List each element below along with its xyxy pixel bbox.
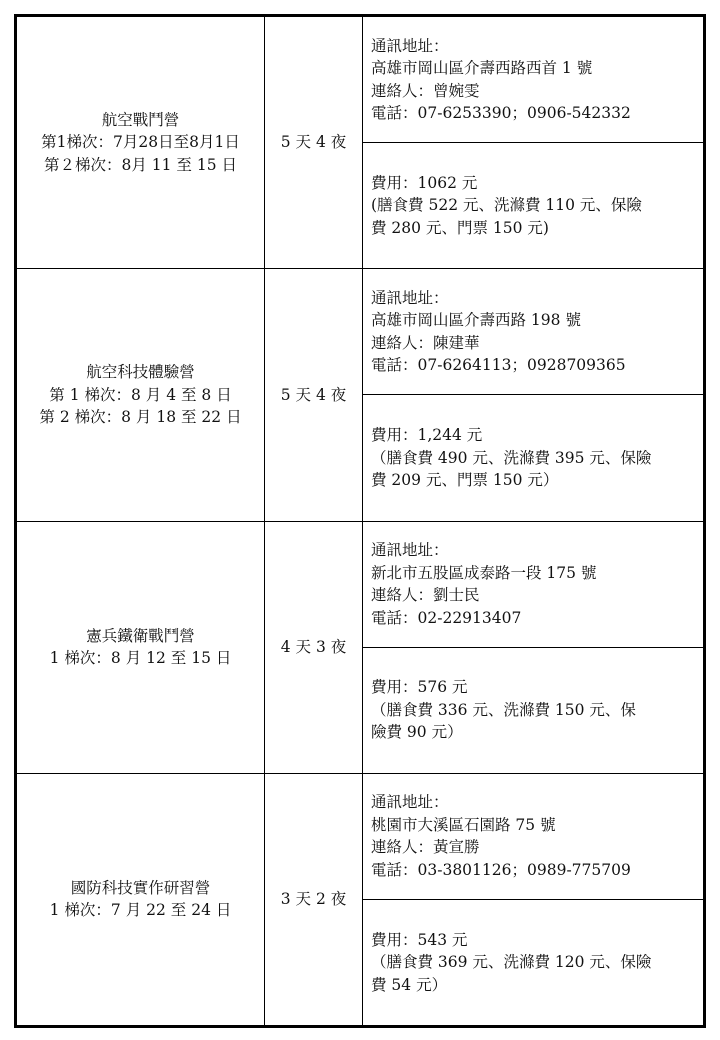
contact-phone: 電話：02-22913407 xyxy=(371,608,522,627)
address-label: 通訊地址： xyxy=(371,36,449,55)
contact-person: 連絡人：黃宣勝 xyxy=(371,838,480,857)
contact-cell xyxy=(363,773,704,899)
camp-batch: 第 2 梯次：8 月 18 至 22 日 xyxy=(39,408,242,427)
camp-batch: 第 1 梯次：8 月 4 至 8 日 xyxy=(49,385,232,404)
fee-cell xyxy=(363,143,704,269)
fee-detail: (膳食費 522 元、洗滌費 110 元、保險 xyxy=(371,196,642,215)
fee-detail: （膳食費 336 元、洗滌費 150 元、保 xyxy=(371,700,636,719)
fee-cell xyxy=(363,395,704,521)
contact-phone: 電話：03-3801126；0989-775709 xyxy=(371,860,631,879)
contact-person: 連絡人：劉士民 xyxy=(371,586,480,605)
address: 高雄市岡山區介壽西路西首 1 號 xyxy=(371,59,593,78)
address: 高雄市岡山區介壽西路 198 號 xyxy=(371,311,581,330)
fee-detail: （膳食費 490 元、洗滌費 395 元、保險 xyxy=(371,448,652,467)
camp-name-cell xyxy=(17,17,265,269)
camp-table xyxy=(16,16,704,1026)
contact-phone: 電話：07-6264113；0928709365 xyxy=(371,356,626,375)
camp-table-frame xyxy=(14,14,706,1028)
camp-name: 國防科技實作研習營 xyxy=(70,878,211,897)
fee-detail: 費 280 元、門票 150 元) xyxy=(371,218,549,237)
fee-detail: （膳食費 369 元、洗滌費 120 元、保險 xyxy=(371,953,652,972)
camp-name: 航空戰鬥營 xyxy=(101,110,180,129)
table-row xyxy=(17,269,704,395)
camp-batch: 1 梯次：7 月 22 至 24 日 xyxy=(49,901,232,920)
camp-name-cell xyxy=(17,269,265,521)
address-label: 通訊地址： xyxy=(371,541,449,560)
contact-cell xyxy=(363,269,704,395)
contact-phone: 電話：07-6253390；0906-542332 xyxy=(371,104,631,123)
fee-total: 費用：1062 元 xyxy=(371,173,478,192)
fee-total: 費用：1,244 元 xyxy=(371,426,483,445)
camp-name-cell xyxy=(17,521,265,773)
camp-name-cell xyxy=(17,773,265,1025)
fee-total: 費用：576 元 xyxy=(371,678,468,697)
fee-total: 費用：543 元 xyxy=(371,930,468,949)
contact-cell xyxy=(363,17,704,143)
contact-person: 連絡人：陳建華 xyxy=(371,333,480,352)
fee-detail: 費 54 元） xyxy=(371,975,448,994)
camp-batch: 第２梯次：8月 11 至 15 日 xyxy=(43,155,238,174)
table-row xyxy=(17,17,704,143)
address: 新北市五股區成泰路一段 175 號 xyxy=(371,563,597,582)
table-row xyxy=(17,773,704,899)
camp-duration: 3 天 2 夜 xyxy=(265,773,363,1025)
fee-cell xyxy=(363,647,704,773)
fee-detail: 險費 90 元） xyxy=(371,723,463,742)
address-label: 通訊地址： xyxy=(371,793,449,812)
camp-duration: 5 天 4 夜 xyxy=(265,17,363,269)
contact-cell xyxy=(363,521,704,647)
camp-batch: 1 梯次：8 月 12 至 15 日 xyxy=(49,649,232,668)
camp-name: 航空科技體驗營 xyxy=(86,363,195,382)
table-row xyxy=(17,521,704,647)
fee-detail: 費 209 元、門票 150 元） xyxy=(371,471,559,490)
address: 桃園市大溪區石園路 75 號 xyxy=(371,815,556,834)
address-label: 通訊地址： xyxy=(371,288,449,307)
camp-duration: 5 天 4 夜 xyxy=(265,269,363,521)
fee-cell xyxy=(363,899,704,1025)
camp-name: 憲兵鐵衛戰鬥營 xyxy=(86,626,195,645)
camp-duration: 4 天 3 夜 xyxy=(265,521,363,773)
contact-person: 連絡人：曾婉雯 xyxy=(371,81,480,100)
camp-batch: 第1梯次：7月28日至8月1日 xyxy=(41,133,240,152)
